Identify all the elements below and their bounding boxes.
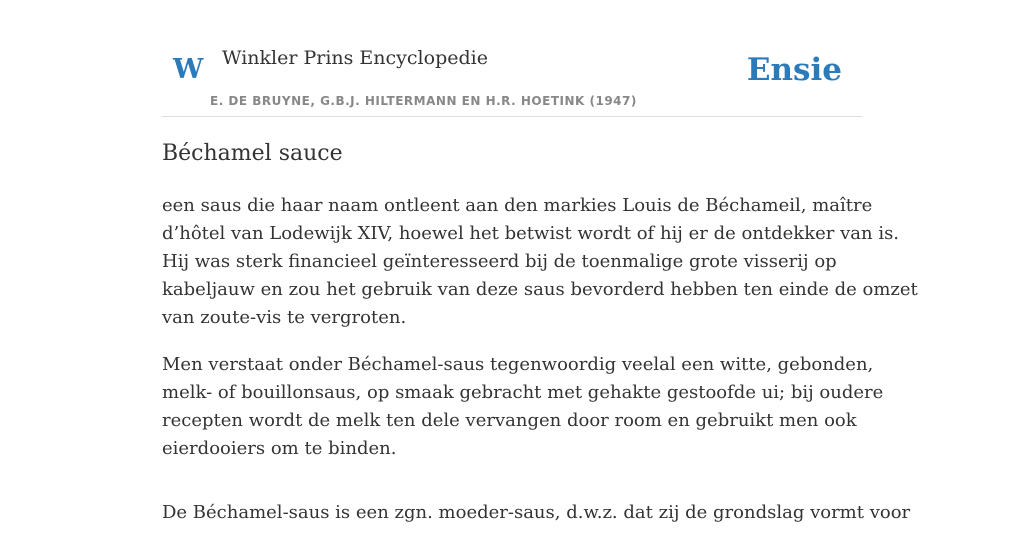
page-title: Béchamel sauce (162, 141, 343, 166)
article-paragraph-3 (162, 499, 911, 527)
paragraph-line: Men verstaat onder Béchamel-saus tegenwoordig veelal een witte, gebonden, (162, 354, 874, 375)
source-header (162, 0, 862, 117)
paragraph-line: De Béchamel-saus is een zgn. moeder-saus, d.w.z. dat zij de grondslag vormt voor (162, 502, 911, 523)
source-logo-icon: W (173, 54, 204, 85)
paragraph-line: recepten wordt de melk ten dele vervangen door room en gebruikt men ook (162, 410, 857, 431)
article-paragraph-2 (162, 351, 884, 463)
article-paragraph-1 (162, 192, 918, 332)
paragraph-line: melk- of bouillonsaus, op smaak gebracht met gehakte gestoofde ui; bij oudere (162, 382, 884, 403)
article (162, 138, 918, 546)
paragraph-line: d’hôtel van Lodewijk XIV, hoewel het betwist wordt of hij er de ontdekker van is. (162, 223, 900, 244)
paragraph-line: kabeljauw en zou het gebruik van deze saus bevorderd hebben ten einde de omzet (162, 279, 918, 300)
source-authors: E. DE BRUYNE, G.B.J. HILTERMANN EN H.R. HOETINK (1947) (210, 94, 637, 108)
source-title[interactable]: Winkler Prins Encyclopedie (222, 47, 488, 69)
ensie-logo-link[interactable]: Ensie (746, 52, 842, 88)
paragraph-line: een saus die haar naam ontleent aan den markies Louis de Béchameil, maître (162, 195, 873, 216)
paragraph-line: Hij was sterk financieel geïnteresseerd bij de toenmalige grote visserij op (162, 251, 837, 272)
paragraph-line: eierdooiers om te binden. (162, 438, 397, 459)
paragraph-line: van zoute-vis te vergroten. (162, 307, 407, 328)
